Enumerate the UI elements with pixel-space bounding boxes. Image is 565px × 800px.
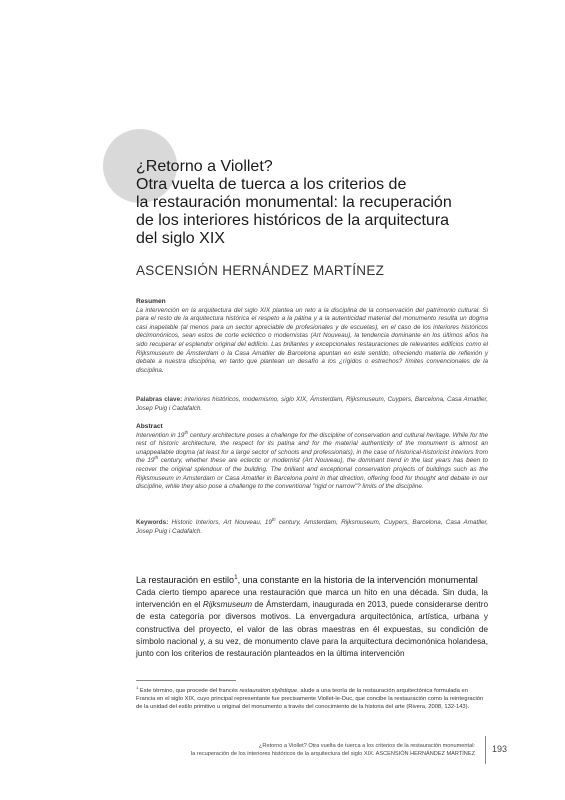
title-line: de los interiores históricos de la arquitectura	[136, 212, 450, 229]
title-line: del siglo XIX	[136, 230, 225, 247]
footnote: $^1$ Este término, que procede del francés restauration stylistique, alude a una teoría de la restauración arquitectónica formulada en Francia en el siglo XIX, cuyo principal representante fue precisamente Viollet-le-Duc, que concibe la restauración como la reintegración de la unidad del estilo primitivo u original del monumento a través del conocimiento de la historia del arte (Rivera, 2008, 132-143).	[136, 685, 484, 711]
abstract-heading: Abstract	[136, 423, 163, 430]
resumen-section	[136, 298, 488, 375]
abstract-text: Intervention in 19th century architecture poses a challenge for the discipline of conservation and cultural heritage. While for the rest of historic architecture, the respect for its patina and for the material authenticity of the monument is almost an unappealable dogma (at least for a large sector of schools and professionals), in the case of historical-historicist interiors from the 19th century, whether these are eclectic or modernist (Art Nouveau), the dominant trend in the last years has been to recover the original splendour of the building. The brilliant and exceptional conservation projects of buildings such as the Rijksmuseum in Amsterdam or Casa Amatller in Barcelona point in that direction, offering food for thought and debate in our discipline, while they also pose a challenge to the conventional "rigid or narrow"? limits of the discipline.	[136, 429, 489, 491]
running-head	[150, 742, 475, 758]
keywords	[136, 516, 489, 536]
article-title	[136, 158, 536, 248]
author-name: ASCENSIÓN HERNÁNDEZ MARTÍNEZ	[136, 263, 385, 278]
footnote-rule	[136, 680, 236, 681]
keywords-label: Keywords:	[136, 519, 169, 526]
running-head-line: ¿Retorno a Viollet? Otra vuelta de tuerca a los criterios de la restauración monumental:	[259, 743, 475, 749]
running-head-line: la recuperación de los interiores históricos de la arquitectura del siglo XIX. ASCENSIÓN HERNÁNDEZ MARTÍNEZ	[190, 751, 475, 757]
title-line: la restauración monumental: la recuperación	[136, 194, 452, 211]
running-head-author: ASCENSIÓN HERNÁNDEZ MARTÍNEZ	[375, 751, 475, 757]
palabras-clave-label: Palabras clave:	[136, 396, 183, 403]
resumen-heading: Resumen	[136, 298, 166, 305]
title-line: ¿Retorno a Viollet?	[136, 158, 273, 175]
page-number-divider	[485, 736, 486, 764]
page-number: 193	[492, 744, 508, 754]
palabras-clave	[136, 396, 488, 413]
resumen-text: La intervención en la arquitectura del siglo XIX plantea un reto a la disciplina de la conservación del patrimonio cultural. Si para el resto de la arquitectura histórica el respeto a la pátina y a la autenticidad material del monumento resulta un dogma casi inapelable (al menos para un sector apreciable de profesionales y de escuelas), en el caso de los interiores históricos decimonónicos, sean estos de corte ecléctico o modernistas (Art Nouveau), la tendencia dominante en los últimos años ha sido recuperar el esplendor original del edificio. Las brillantes y excepcionales restauraciones de relevantes edificios como el Rijksmuseum de Ámsterdam o la Casa Amatller de Barcelona apuntan en este sentido, ofreciendo materia de reflexión y debate a nuestra disciplina, en tanto que plantean un desafío a los ¿rígidos o estrechos? límites convencionales de la disciplina.	[136, 306, 488, 374]
keywords-text: Historic Interiors, Art Nouveau, 19th century, Amsterdam, Rijksmuseum, Cuypers, Barcelona, Casa Amatller, Josep Puig i Cadafalch.	[136, 516, 489, 535]
body-paragraph: Cada cierto tiempo aparece una restauración que marca un hito en una década. Sin duda, la intervención en el Rijksmuseum de Ámsterdam, inaugurada en 2013, puede considerarse dentro de esta categoría por diversos motivos. La envergadura arquitectónica, artística, urbana y constructiva del proyecto, el valor de las obras maestras en él expuestas, su condición de símbolo nacional y, a su vez, de monumento clave para la arquitectura decimonónica holandesa, junto con los criterios de restauración planteados en la última intervención	[136, 588, 488, 659]
title-line: Otra vuelta de tuerca a los criterios de	[136, 176, 407, 193]
section-heading: La restauración en estilo$^1$, una constante en la historia de la intervención monumental	[136, 574, 478, 585]
palabras-clave-text: interiores históricos, modernismo, siglo XIX, Ámsterdam, Rijksmuseum, Cuypers, Barcelona, Casa Amatller, Josep Puig i Cadafalch.	[136, 396, 489, 412]
abstract-section	[136, 423, 488, 492]
